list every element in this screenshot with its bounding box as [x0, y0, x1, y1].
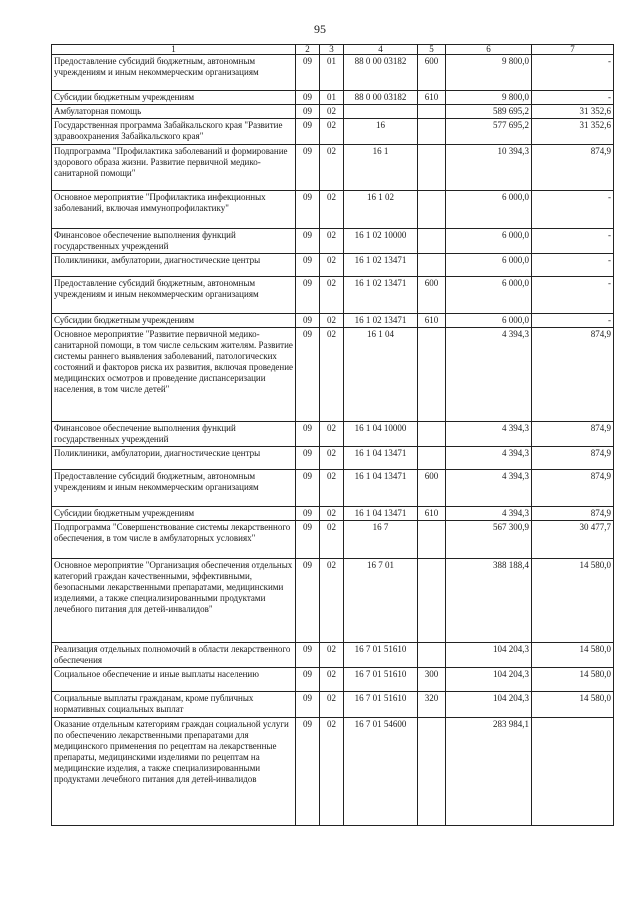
amount-total: 9 800,0: [446, 55, 532, 91]
section-code: 09: [296, 191, 320, 229]
amount-total: 589 695,2: [446, 105, 532, 119]
target-article-code: 16 7 01 51610: [344, 643, 418, 668]
item-name: Финансовое обеспечение выполнения функций государственных учреждений: [52, 422, 296, 447]
section-code: 09: [296, 718, 320, 826]
item-name: Реализация отдельных полномочий в области лекарственного обеспечения: [52, 643, 296, 668]
section-code: 09: [296, 447, 320, 470]
section-code: 09: [296, 643, 320, 668]
subsection-code: 02: [320, 328, 344, 422]
item-name: Предоставление субсидий бюджетным, автономным учреждениям и иным некоммерческим организациям: [52, 55, 296, 91]
target-article-code: 16: [344, 119, 418, 145]
item-name: Основное мероприятие "Развитие первичной медико-санитарной помощи, в том числе сельским жителям. Развитие системы раннего выявления заболеваний, патологических состояний и факторов риска их развития, включая проведение медицинских осмотров и проведение диспансеризации населения, в том числе детей": [52, 328, 296, 422]
column-number-6: 6: [446, 45, 532, 55]
column-number-1: 1: [52, 45, 296, 55]
target-article-code: 16 1 02: [344, 191, 418, 229]
section-code: 09: [296, 105, 320, 119]
expense-type-code: 610: [418, 91, 446, 105]
amount-total: 104 204,3: [446, 643, 532, 668]
target-article-code: 16 7: [344, 521, 418, 559]
target-article-code: 88 0 00 03182: [344, 91, 418, 105]
column-number-3: 3: [320, 45, 344, 55]
table-row: [52, 91, 614, 105]
section-code: 09: [296, 55, 320, 91]
table-row: [52, 559, 614, 643]
budget-table: [51, 44, 614, 826]
section-code: 09: [296, 229, 320, 254]
subsection-code: 02: [320, 470, 344, 507]
column-number-4: 4: [344, 45, 418, 55]
subsection-code: 02: [320, 718, 344, 826]
amount-total: 10 394,3: [446, 145, 532, 191]
section-code: 09: [296, 470, 320, 507]
table-row: [52, 692, 614, 718]
amount-total: 4 394,3: [446, 422, 532, 447]
target-article-code: 16 1 02 13471: [344, 314, 418, 328]
expense-type-code: [418, 718, 446, 826]
subsection-code: 02: [320, 447, 344, 470]
column-number-2: 2: [296, 45, 320, 55]
amount-federal: -: [532, 229, 614, 254]
item-name: Подпрограмма "Совершенствование системы лекарственного обеспечения, в том числе в амбулаторных условиях": [52, 521, 296, 559]
table-row: [52, 119, 614, 145]
column-number-row: [52, 45, 614, 55]
target-article-code: 16 1 02 10000: [344, 229, 418, 254]
table-row: [52, 229, 614, 254]
amount-federal: 30 477,7: [532, 521, 614, 559]
section-code: 09: [296, 521, 320, 559]
subsection-code: 01: [320, 91, 344, 105]
section-code: 09: [296, 507, 320, 521]
section-code: 09: [296, 91, 320, 105]
amount-total: 4 394,3: [446, 447, 532, 470]
amount-total: 6 000,0: [446, 191, 532, 229]
table-row: [52, 314, 614, 328]
amount-total: 104 204,3: [446, 692, 532, 718]
item-name: Предоставление субсидий бюджетным, автономным учреждениям и иным некоммерческим организациям: [52, 277, 296, 314]
section-code: 09: [296, 145, 320, 191]
amount-federal: 874,9: [532, 145, 614, 191]
table-row: [52, 145, 614, 191]
subsection-code: 02: [320, 521, 344, 559]
table-row: [52, 718, 614, 826]
subsection-code: 02: [320, 277, 344, 314]
expense-type-code: [418, 643, 446, 668]
target-article-code: 16 1 04 13471: [344, 470, 418, 507]
amount-federal: 14 580,0: [532, 668, 614, 692]
amount-federal: 14 580,0: [532, 692, 614, 718]
item-name: Поликлиники, амбулатории, диагностические центры: [52, 447, 296, 470]
target-article-code: 16 7 01: [344, 559, 418, 643]
expense-type-code: [418, 119, 446, 145]
table-body: [52, 55, 614, 826]
table-row: [52, 422, 614, 447]
amount-total: 283 984,1: [446, 718, 532, 826]
amount-federal: 874,9: [532, 470, 614, 507]
amount-federal: 14 580,0: [532, 643, 614, 668]
section-code: 09: [296, 254, 320, 277]
target-article-code: 16 1: [344, 145, 418, 191]
expense-type-code: [418, 254, 446, 277]
subsection-code: 02: [320, 422, 344, 447]
amount-federal: 31 352,6: [532, 105, 614, 119]
amount-federal: [532, 718, 614, 826]
table-row: [52, 507, 614, 521]
expense-type-code: 300: [418, 668, 446, 692]
amount-total: 6 000,0: [446, 277, 532, 314]
expense-type-code: [418, 521, 446, 559]
amount-total: 6 000,0: [446, 254, 532, 277]
amount-federal: 874,9: [532, 507, 614, 521]
amount-total: 6 000,0: [446, 314, 532, 328]
expense-type-code: [418, 422, 446, 447]
table-row: [52, 470, 614, 507]
amount-federal: -: [532, 91, 614, 105]
amount-total: 388 188,4: [446, 559, 532, 643]
section-code: 09: [296, 314, 320, 328]
amount-total: 6 000,0: [446, 229, 532, 254]
section-code: 09: [296, 668, 320, 692]
section-code: 09: [296, 559, 320, 643]
amount-federal: -: [532, 277, 614, 314]
subsection-code: 02: [320, 254, 344, 277]
column-number-7: 7: [532, 45, 614, 55]
amount-federal: 874,9: [532, 422, 614, 447]
expense-type-code: 320: [418, 692, 446, 718]
item-name: Субсидии бюджетным учреждениям: [52, 91, 296, 105]
expense-type-code: 600: [418, 55, 446, 91]
amount-federal: -: [532, 191, 614, 229]
table-row: [52, 105, 614, 119]
item-name: Государственная программа Забайкальского края "Развитие здравоохранения Забайкальского края": [52, 119, 296, 145]
subsection-code: 01: [320, 55, 344, 91]
amount-total: 4 394,3: [446, 470, 532, 507]
subsection-code: 02: [320, 119, 344, 145]
target-article-code: 16 1 04: [344, 328, 418, 422]
expense-type-code: [418, 145, 446, 191]
table-row: [52, 277, 614, 314]
subsection-code: 02: [320, 692, 344, 718]
subsection-code: 02: [320, 643, 344, 668]
amount-total: 4 394,3: [446, 328, 532, 422]
item-name: Предоставление субсидий бюджетным, автономным учреждениям и иным некоммерческим организациям: [52, 470, 296, 507]
page-number: 95: [314, 22, 326, 36]
target-article-code: 88 0 00 03182: [344, 55, 418, 91]
subsection-code: 02: [320, 191, 344, 229]
table-row: [52, 328, 614, 422]
table-row: [52, 447, 614, 470]
expense-type-code: 600: [418, 277, 446, 314]
section-code: 09: [296, 422, 320, 447]
section-code: 09: [296, 277, 320, 314]
amount-federal: -: [532, 254, 614, 277]
target-article-code: 16 1 04 10000: [344, 422, 418, 447]
item-name: Социальное обеспечение и иные выплаты населению: [52, 668, 296, 692]
item-name: Амбулаторная помощь: [52, 105, 296, 119]
table-row: [52, 191, 614, 229]
item-name: Поликлиники, амбулатории, диагностические центры: [52, 254, 296, 277]
target-article-code: 16 1 04 13471: [344, 447, 418, 470]
item-name: Оказание отдельным категориям граждан социальной услуги по обеспечению лекарственными препаратами для медицинского применения по рецептам на лекарственные препараты, медицинскими изделиями по рецептам на медицинские изделия, а также специализированными продуктами лечебного питания для детей-инвалидов: [52, 718, 296, 826]
target-article-code: 16 7 01 54600: [344, 718, 418, 826]
target-article-code: 16 7 01 51610: [344, 668, 418, 692]
item-name: Финансовое обеспечение выполнения функций государственных учреждений: [52, 229, 296, 254]
amount-federal: 874,9: [532, 328, 614, 422]
item-name: Субсидии бюджетным учреждениям: [52, 507, 296, 521]
subsection-code: 02: [320, 145, 344, 191]
expense-type-code: [418, 105, 446, 119]
section-code: 09: [296, 692, 320, 718]
table-row: [52, 55, 614, 91]
expense-type-code: [418, 229, 446, 254]
amount-federal: -: [532, 55, 614, 91]
table-row: [52, 668, 614, 692]
target-article-code: [344, 105, 418, 119]
item-name: Основное мероприятие "Профилактика инфекционных заболеваний, включая иммунопрофилактику": [52, 191, 296, 229]
subsection-code: 02: [320, 507, 344, 521]
expense-type-code: [418, 559, 446, 643]
amount-total: 4 394,3: [446, 507, 532, 521]
target-article-code: 16 1 02 13471: [344, 277, 418, 314]
subsection-code: 02: [320, 668, 344, 692]
table-row: [52, 254, 614, 277]
item-name: Основное мероприятие "Организация обеспечения отдельных категорий граждан качественными, эффективными, безопасными лекарственными препаратами, медицинскими изделиями, а также специализированными продуктами лечебного питания для детей-инвалидов": [52, 559, 296, 643]
table-row: [52, 643, 614, 668]
column-number-5: 5: [418, 45, 446, 55]
amount-federal: -: [532, 314, 614, 328]
subsection-code: 02: [320, 105, 344, 119]
item-name: Подпрограмма "Профилактика заболеваний и формирование здорового образа жизни. Развитие первичной медико-санитарной помощи": [52, 145, 296, 191]
amount-federal: 874,9: [532, 447, 614, 470]
expense-type-code: 610: [418, 507, 446, 521]
amount-total: 104 204,3: [446, 668, 532, 692]
target-article-code: 16 7 01 51610: [344, 692, 418, 718]
section-code: 09: [296, 328, 320, 422]
subsection-code: 02: [320, 229, 344, 254]
item-name: Субсидии бюджетным учреждениям: [52, 314, 296, 328]
expense-type-code: 600: [418, 470, 446, 507]
section-code: 09: [296, 119, 320, 145]
amount-total: 577 695,2: [446, 119, 532, 145]
table-row: [52, 521, 614, 559]
amount-total: 567 300,9: [446, 521, 532, 559]
target-article-code: 16 1 04 13471: [344, 507, 418, 521]
expense-type-code: 610: [418, 314, 446, 328]
item-name: Социальные выплаты гражданам, кроме публичных нормативных социальных выплат: [52, 692, 296, 718]
amount-federal: 31 352,6: [532, 119, 614, 145]
amount-federal: 14 580,0: [532, 559, 614, 643]
expense-type-code: [418, 191, 446, 229]
subsection-code: 02: [320, 314, 344, 328]
expense-type-code: [418, 328, 446, 422]
amount-total: 9 800,0: [446, 91, 532, 105]
target-article-code: 16 1 02 13471: [344, 254, 418, 277]
subsection-code: 02: [320, 559, 344, 643]
expense-type-code: [418, 447, 446, 470]
